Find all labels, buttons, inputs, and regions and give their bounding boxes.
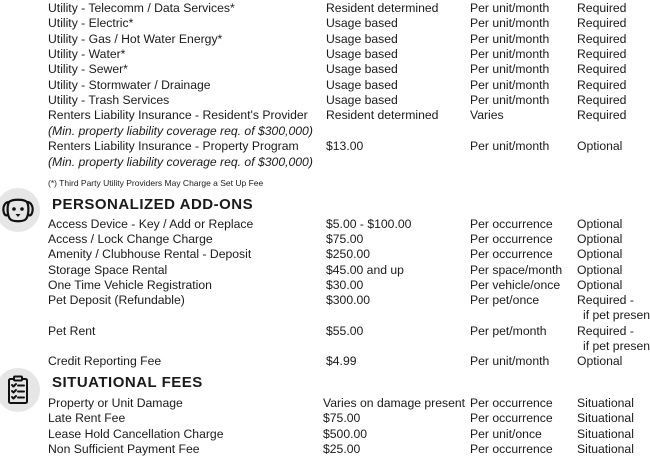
section-title-situational: SITUATIONAL FEES <box>52 374 203 391</box>
table-row-subnote: (Min. property liability coverage req. of $300,000) <box>48 124 313 138</box>
table-row: Utility - Sewer* Usage based Per unit/month Required <box>48 62 627 76</box>
table-row: Utility - Electric* Usage based Per unit/month Required <box>48 16 627 30</box>
table-row: Pet Deposit (Refundable) $300.00 Per pet/once Required - <box>48 293 634 307</box>
table-row: Property or Unit Damage Varies on damage present Per occurrence Situational <box>48 396 634 410</box>
table-row: Access Device - Key / Add or Replace $5.00 - $100.00 Per occurrence Optional <box>48 217 623 231</box>
table-row: Access / Lock Change Charge $75.00 Per occurrence Optional <box>48 232 623 246</box>
table-row: Lease Hold Cancellation Charge $500.00 Per unit/once Situational <box>48 427 634 441</box>
table-row: Utility - Water* Usage based Per unit/month Required <box>48 47 627 61</box>
table-row: Credit Reporting Fee $4.99 Per unit/month Optional <box>48 354 623 368</box>
section-title-addons: PERSONALIZED ADD-ONS <box>52 196 254 213</box>
table-row: Late Rent Fee $75.00 Per occurrence Situational <box>48 411 634 425</box>
table-row: Pet Rent $55.00 Per pet/month Required - <box>48 324 634 338</box>
table-row-subnote: (Min. property liability coverage req. of $300,000) <box>48 155 313 169</box>
table-row: Storage Space Rental $45.00 and up Per space/month Optional <box>48 263 623 277</box>
table-row-continuation: if pet presen <box>583 308 650 322</box>
table-row: One Time Vehicle Registration $30.00 Per vehicle/once Optional <box>48 278 623 292</box>
table-row: Utility - Trash Services Usage based Per unit/month Required <box>48 93 627 107</box>
footnote: (*) Third Party Utility Providers May Charge a Set Up Fee <box>48 178 264 188</box>
table-row: Utility - Telecomm / Data Services* Resident determined Per unit/month Required <box>48 1 627 15</box>
table-row: Utility - Stormwater / Drainage Usage based Per unit/month Required <box>48 78 627 92</box>
table-row: Non Sufficient Payment Fee $25.00 Per occurrence Situational <box>48 442 634 456</box>
table-row: Renters Liability Insurance - Property Program $13.00 Per unit/month Optional <box>48 139 623 153</box>
table-row: Renters Liability Insurance - Resident's Provider Resident determined Varies Required <box>48 108 627 122</box>
table-row: Utility - Gas / Hot Water Energy* Usage based Per unit/month Required <box>48 32 627 46</box>
table-row: Amenity / Clubhouse Rental - Deposit $250.00 Per occurrence Optional <box>48 247 623 261</box>
table-row-continuation: if pet presen <box>583 339 650 353</box>
